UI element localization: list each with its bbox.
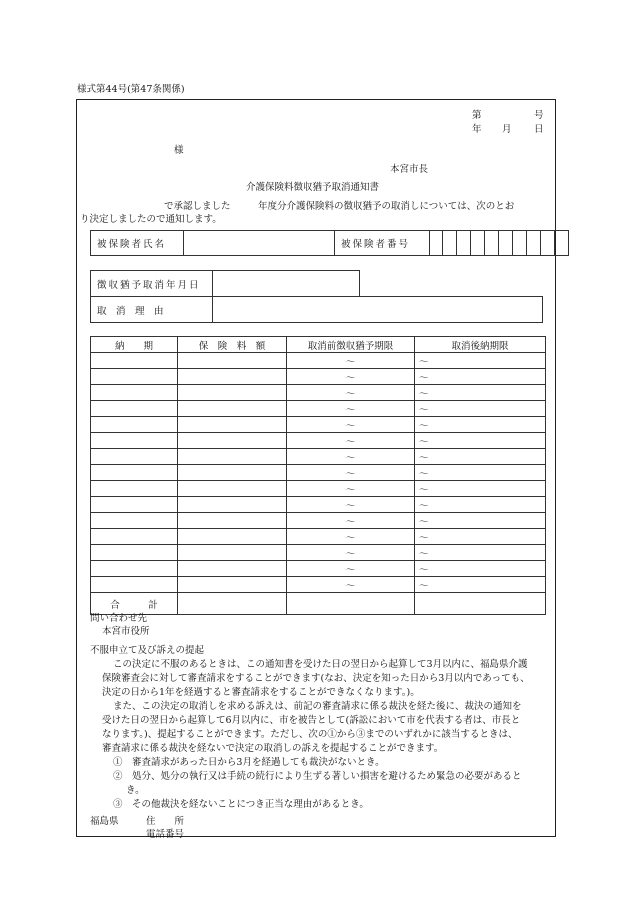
noki-field[interactable] (91, 417, 178, 433)
amount-field[interactable] (178, 433, 287, 449)
document-title: 介護保険料徴収猶予取消通知書 (246, 182, 380, 193)
after-deadline-field[interactable]: ～ (415, 465, 546, 481)
date-month: 月 (502, 124, 512, 135)
intro-text-line2: り決定しましたので通知します。 (80, 214, 222, 225)
cancel-table (90, 270, 543, 323)
period-row (91, 577, 546, 593)
before-deadline-field[interactable]: ～ (287, 433, 415, 449)
period-row (91, 545, 546, 561)
before-deadline-field[interactable]: ～ (287, 369, 415, 385)
after-deadline-field[interactable]: ～ (415, 417, 546, 433)
before-deadline-field[interactable]: ～ (287, 481, 415, 497)
appeal-item2-line2: き。 (126, 785, 145, 796)
noki-field[interactable] (91, 433, 178, 449)
appeal-p2-line4: 審査請求に係る裁決を経ないで決定の取消しの訴えを提起することができます。 (102, 743, 444, 754)
period-row (91, 385, 546, 401)
noki-field[interactable] (91, 561, 178, 577)
amount-field[interactable] (178, 545, 287, 561)
before-deadline-field[interactable]: ～ (287, 529, 415, 545)
cancel-date-label: 徴収猶予取消年月日 (91, 271, 213, 297)
insured-number-digit[interactable] (485, 231, 499, 256)
appeal-p2-line1: また、この決定の取消しを求める訴えは、前記の審査請求に係る裁決を経た後に、裁決の通知を (113, 701, 522, 712)
before-deadline-field[interactable]: ～ (287, 465, 415, 481)
addressee-sama: 様 (174, 145, 184, 156)
before-deadline-field[interactable]: ～ (287, 449, 415, 465)
inquiry-title: 問い合わせ先 (90, 613, 148, 624)
before-deadline-field[interactable]: ～ (287, 385, 415, 401)
insured-table (90, 230, 569, 256)
noki-field[interactable] (91, 545, 178, 561)
after-deadline-field[interactable]: ～ (415, 529, 546, 545)
after-deadline-field[interactable]: ～ (415, 545, 546, 561)
total-label: 合 計 (91, 593, 178, 615)
appeal-title: 不服申立て及び訴えの提起 (90, 645, 205, 656)
appeal-p2-line3: なります。)、提起することができます。ただし、次の①から③までのいずれかに該当するときは、 (102, 729, 518, 740)
period-header-before: 取消前徴収猶予期限 (287, 337, 415, 353)
after-deadline-field[interactable]: ～ (415, 561, 546, 577)
total-after-field[interactable] (415, 593, 546, 615)
intro-text-a: で承認しました (164, 201, 231, 212)
inquiry-office: 本宮市役所 (102, 626, 150, 637)
before-deadline-field[interactable]: ～ (287, 417, 415, 433)
before-deadline-field[interactable]: ～ (287, 513, 415, 529)
after-deadline-field[interactable]: ～ (415, 401, 546, 417)
after-deadline-field[interactable]: ～ (415, 481, 546, 497)
amount-field[interactable] (178, 449, 287, 465)
cancel-reason-field[interactable] (213, 297, 543, 323)
insured-number-digit[interactable] (555, 231, 569, 256)
after-deadline-field[interactable]: ～ (415, 385, 546, 401)
total-before-field[interactable] (287, 593, 415, 615)
before-deadline-field[interactable]: ～ (287, 577, 415, 593)
before-deadline-field[interactable]: ～ (287, 401, 415, 417)
insured-number-digit[interactable] (499, 231, 513, 256)
appeal-p1-line2: 保険審査会に対して審査請求をすることができます(なお、決定を知った日から3月以内であっても、 (102, 673, 530, 684)
insured-number-digit[interactable] (430, 231, 443, 256)
insured-name-label: 被保険者氏名 (91, 231, 184, 256)
appeal-p1-line1: この決定に不服のあるときは、この通知書を受けた日の翌日から起算して3月以内に、福島県介護 (113, 659, 528, 670)
form-number: 様式第44号(第47条関係) (77, 84, 185, 95)
noki-field[interactable] (91, 513, 178, 529)
insured-number-digit[interactable] (527, 231, 541, 256)
period-row (91, 513, 546, 529)
insured-number-digit[interactable] (541, 231, 555, 256)
noki-field[interactable] (91, 401, 178, 417)
period-row (91, 401, 546, 417)
amount-field[interactable] (178, 369, 287, 385)
date-day: 日 (534, 124, 544, 135)
amount-field[interactable] (178, 561, 287, 577)
insured-number-digit[interactable] (457, 231, 471, 256)
amount-field[interactable] (178, 513, 287, 529)
before-deadline-field[interactable]: ～ (287, 545, 415, 561)
period-row (91, 465, 546, 481)
noki-field[interactable] (91, 369, 178, 385)
footer-prefecture: 福島県 (90, 816, 119, 827)
insured-number-digit[interactable] (513, 231, 527, 256)
after-deadline-field[interactable]: ～ (415, 369, 546, 385)
after-deadline-field[interactable]: ～ (415, 577, 546, 593)
period-row (91, 449, 546, 465)
amount-field[interactable] (178, 401, 287, 417)
date-year: 年 (472, 124, 482, 135)
after-deadline-field[interactable]: ～ (415, 497, 546, 513)
period-row (91, 353, 546, 369)
after-deadline-field[interactable]: ～ (415, 353, 546, 369)
before-deadline-field[interactable]: ～ (287, 561, 415, 577)
period-rows (91, 353, 546, 593)
appeal-item3: ③ その他裁決を経ないことにつき正当な理由があるとき。 (113, 799, 369, 810)
amount-field[interactable] (178, 481, 287, 497)
cancel-reason-label: 取 消 理 由 (91, 297, 213, 323)
after-deadline-field[interactable]: ～ (415, 513, 546, 529)
footer-address-label: 住 所 (146, 816, 185, 827)
period-table (90, 336, 546, 615)
before-deadline-field[interactable]: ～ (287, 497, 415, 513)
amount-field[interactable] (178, 577, 287, 593)
doc-number-go: 号 (534, 110, 544, 121)
total-amount-field[interactable] (178, 593, 287, 615)
amount-field[interactable] (178, 529, 287, 545)
period-header-amount: 保 険 料 額 (178, 337, 287, 353)
cancel-date-blank (360, 271, 543, 297)
appeal-p2-line2: 受けた日の翌日から起算して6月以内に、市を被告として(訴訟において市を代表する者は、市長と (102, 715, 521, 726)
amount-field[interactable] (178, 385, 287, 401)
period-header-after: 取消後納期限 (415, 337, 546, 353)
footer-phone-label: 電話番号 (146, 829, 185, 840)
insured-name-field[interactable] (184, 231, 335, 256)
after-deadline-field[interactable]: ～ (415, 449, 546, 465)
amount-field[interactable] (178, 465, 287, 481)
noki-field[interactable] (91, 465, 178, 481)
appeal-item2-line1: ② 処分、処分の執行又は手続の続行により生ずる著しい損害を避けるため緊急の必要があると (113, 771, 522, 782)
appeal-p1-line3: 決定の日から1年を経過すると審査請求をすることができなくなります。)。 (102, 687, 420, 698)
noki-field[interactable] (91, 353, 178, 369)
period-row (91, 561, 546, 577)
before-deadline-field[interactable]: ～ (287, 353, 415, 369)
period-row (91, 497, 546, 513)
period-row (91, 481, 546, 497)
insured-number-digit[interactable] (471, 231, 485, 256)
period-header-noki: 納 期 (91, 337, 178, 353)
appeal-item1: ① 審査請求があった日から3月を経過しても裁決がないとき。 (113, 757, 385, 768)
noki-field[interactable] (91, 497, 178, 513)
sender: 本宮市長 (390, 164, 429, 175)
period-row (91, 529, 546, 545)
amount-field[interactable] (178, 497, 287, 513)
noki-field[interactable] (91, 449, 178, 465)
noki-field[interactable] (91, 529, 178, 545)
amount-field[interactable] (178, 353, 287, 369)
amount-field[interactable] (178, 417, 287, 433)
noki-field[interactable] (91, 481, 178, 497)
insured-number-digit[interactable] (443, 231, 457, 256)
period-row (91, 433, 546, 449)
period-row (91, 369, 546, 385)
cancel-date-field[interactable] (213, 271, 360, 297)
doc-number-dai: 第 (472, 110, 482, 121)
after-deadline-field[interactable]: ～ (415, 433, 546, 449)
insured-number-label: 被保険者番号 (335, 231, 430, 256)
period-row (91, 417, 546, 433)
intro-text-b: 年度分介護保険料の徴収猶予の取消しについては、次のとお (258, 201, 515, 212)
noki-field[interactable] (91, 385, 178, 401)
noki-field[interactable] (91, 577, 178, 593)
